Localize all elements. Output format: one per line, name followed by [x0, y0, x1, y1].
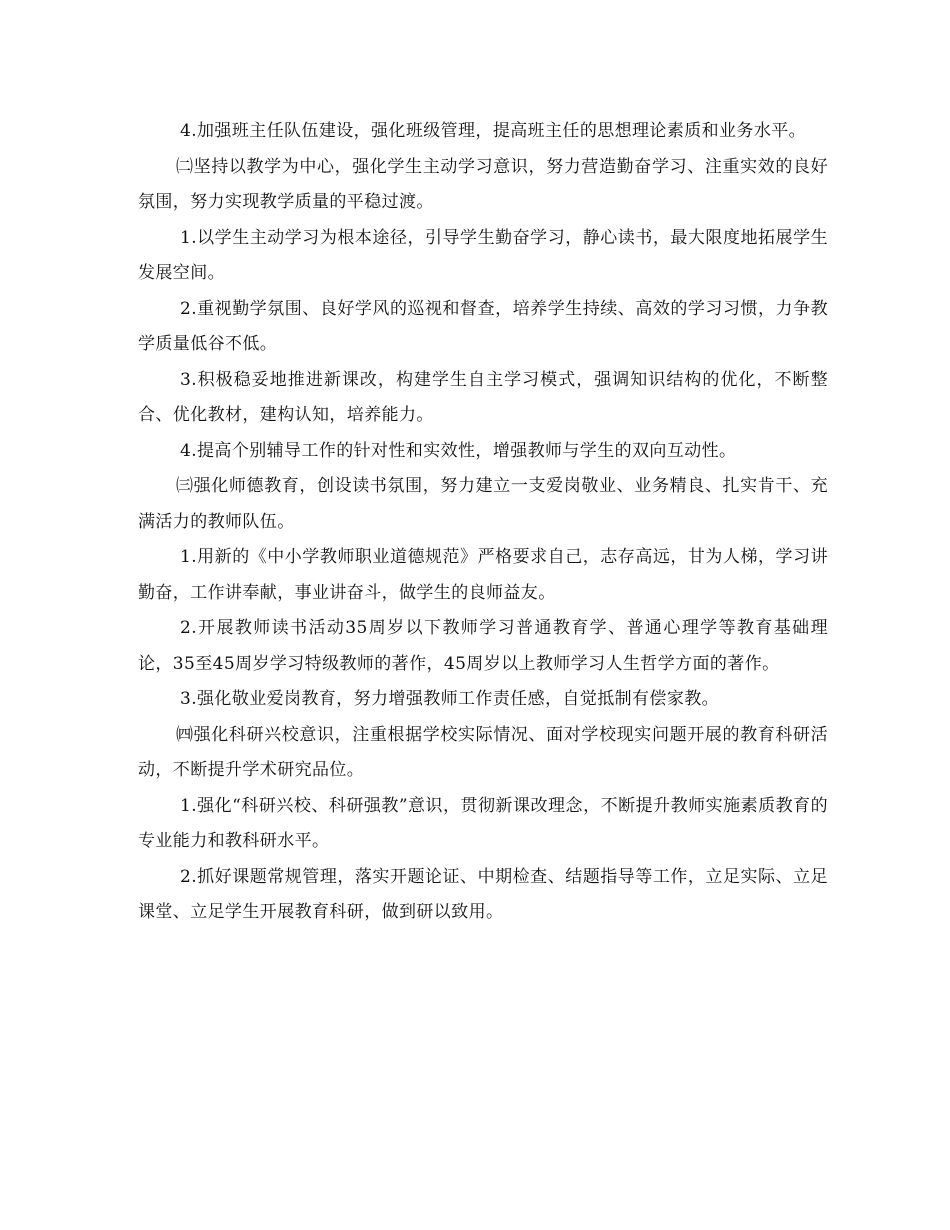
paragraph-item: 2.开展教师读书活动35周岁以下教师学习普通教育学、普通心理学等教育基础理论，35至45周岁学习特级教师的著作，45周岁以上教师学习人生哲学方面的著作。	[138, 618, 828, 674]
paragraph-section-heading: ㈡坚持以教学为中心，强化学生主动学习意识，努力营造勤奋学习、注重实效的良好氛围，努力实现教学质量的平稳过渡。	[138, 156, 828, 212]
paragraph-item: 2.重视勤学氛围、良好学风的巡视和督查，培养学生持续、高效的学习习惯，力争教学质量低谷不低。	[138, 298, 828, 354]
paragraph-section-heading: ㈣强化科研兴校意识，注重根据学校实际情况、面对学校现实问题开展的教育科研活动，不断提升学术研究品位。	[138, 724, 828, 780]
paragraph-item: 3.强化敬业爱岗教育，努力增强教师工作责任感，自觉抵制有偿家教。	[180, 689, 720, 709]
paragraph-section-heading: ㈢强化师德教育，创设读书氛围，努力建立一支爱岗敬业、业务精良、扎实肯干、充满活力的教师队伍。	[138, 476, 828, 532]
paragraph-item: 1.以学生主动学习为根本途径，引导学生勤奋学习，静心读书，最大限度地拓展学生发展空间。	[138, 227, 828, 283]
document-body	[138, 114, 828, 931]
paragraph-item: 1.用新的《中小学教师职业道德规范》严格要求自己，志存高远，甘为人梯，学习讲勤奋，工作讲奉献，事业讲奋斗，做学生的良师益友。	[138, 547, 828, 603]
paragraph-item: 4.提高个别辅导工作的针对性和实效性，增强教师与学生的双向互动性。	[180, 440, 737, 461]
paragraph-item: 3.积极稳妥地推进新课改，构建学生自主学习模式，强调知识结构的优化，不断整合、优化教材，建构认知，培养能力。	[138, 369, 828, 425]
paragraph-item: 4.加强班主任队伍建设，强化班级管理，提高班主任的思想理论素质和业务水平。	[180, 121, 807, 141]
paragraph-item: 1.强化“科研兴校、科研强教”意识，贯彻新课改理念，不断提升教师实施素质教育的专业能力和教科研水平。	[138, 795, 828, 851]
paragraph-item: 2.抓好课题常规管理，落实开题论证、中期检查、结题指导等工作，立足实际、立足课堂、立足学生开展教育科研，做到研以致用。	[138, 866, 828, 922]
